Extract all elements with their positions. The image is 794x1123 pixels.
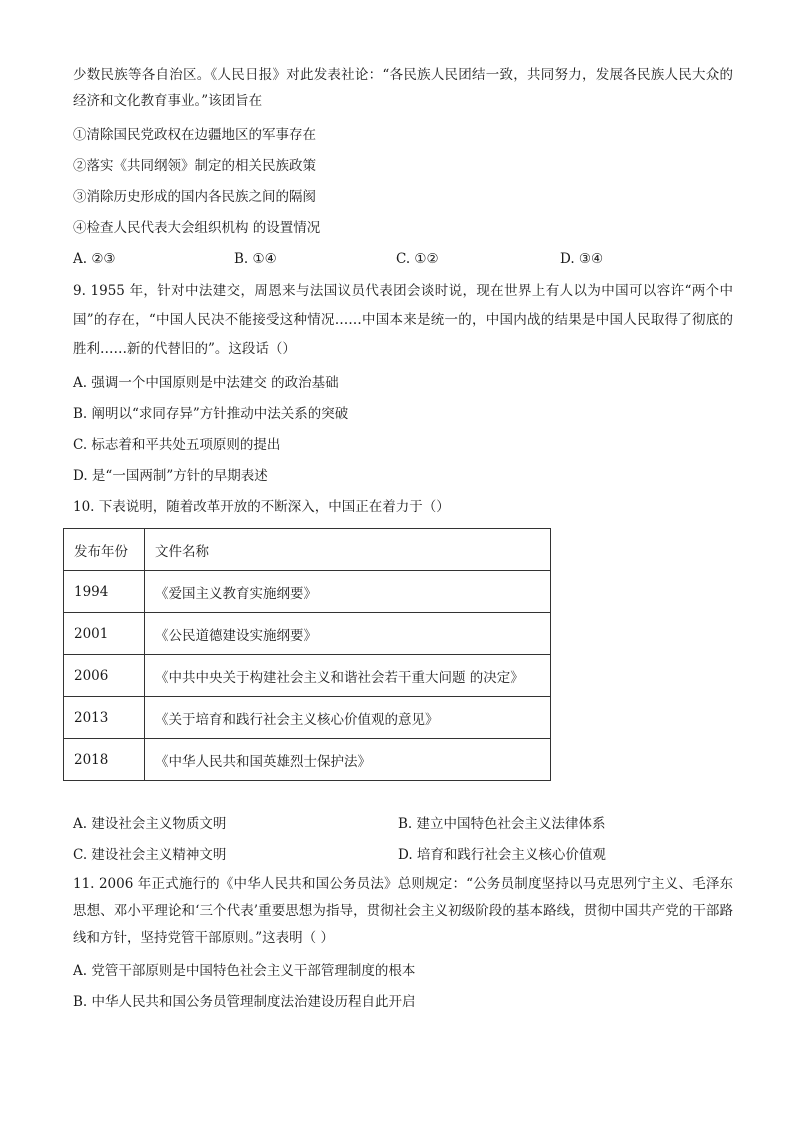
table-row	[64, 739, 551, 781]
q8-option-b: B. ①④	[234, 251, 277, 267]
table-cell-year: 2013	[64, 697, 145, 739]
table-cell-year: 2018	[64, 739, 145, 781]
table-cell-year: 1994	[64, 571, 145, 613]
q8-item-2: ②落实《共同纲领》制定的相关民族政策	[73, 158, 316, 174]
table-row	[64, 613, 551, 655]
q10-option-a: A. 建设社会主义物质文明	[73, 816, 227, 832]
q10-stem: 10. 下表说明，随着改革开放的不断深入，中国正在着力于（）	[73, 499, 450, 515]
q8-option-a: A. ②③	[73, 251, 116, 267]
table-cell-year: 2001	[64, 613, 145, 655]
q10-options-row-1	[73, 809, 733, 840]
q8-stem: 少数民族等各自治区。《人民日报》对此发表社论：“各民族人民团结一致，共同努力，发展各民族人民大众的经济和文化教育事业。”该团旨在	[73, 67, 733, 109]
q11-stem: 11. 2006 年正式施行的《中华人民共和国公务员法》总则规定：“公务员制度坚持以马克思列宁主义、毛泽东思想、邓小平理论和‘三个代表’重要思想为指导，贯彻社会主义初级阶段的基本路线，贯彻中国共产党的干部路线和方针，坚持党管干部原则。”这表明（ ）	[73, 876, 733, 946]
q10-option-b: B. 建立中国特色社会主义法律体系	[398, 816, 606, 832]
q11-option-b: B. 中华人民共和国公务员管理制度法治建设历程自此开启	[73, 994, 416, 1010]
q10-option-c: C. 建设社会主义精神文明	[73, 847, 227, 863]
q10-table	[63, 528, 551, 781]
table-header-year: 发布年份	[64, 529, 145, 571]
table-header-row	[64, 529, 551, 571]
q10-options-row-2	[73, 840, 733, 871]
table-cell-title: 《爱国主义教育实施纲要》	[145, 571, 551, 613]
table-row	[64, 571, 551, 613]
q8-options	[73, 244, 733, 275]
q8-item-1: ①清除国民党政权在边疆地区的军事存在	[73, 127, 316, 143]
table-row	[64, 697, 551, 739]
table-cell-year: 2006	[64, 655, 145, 697]
q8-item-3: ③消除历史形成的国内各民族之间的隔阂	[73, 189, 316, 205]
q9-option-a: A. 强调一个中国原则是中法建交 的政治基础	[73, 375, 339, 391]
exam-page	[73, 62, 733, 1018]
q9-option-d: D. 是“一国两制”方针的早期表述	[73, 468, 268, 484]
table-cell-title: 《关于培育和践行社会主义核心价值观的意见》	[145, 697, 551, 739]
q9-stem: 9. 1955 年，针对中法建交，周恩来与法国议员代表团会谈时说，现在世界上有人以为中国可以容许“两个中国”的存在，“中国人民决不能接受这种情况……中国本来是统一的，中国内战的结果是中国人民取得了彻底的胜利……新的代替旧的”。这段话（）	[73, 283, 733, 357]
table-header-title: 文件名称	[145, 529, 551, 571]
q8-item-4: ④检查人民代表大会组织机构 的设置情况	[73, 220, 321, 236]
q11-option-a: A. 党管干部原则是中国特色社会主义干部管理制度的根本	[73, 963, 416, 979]
table-row	[64, 655, 551, 697]
table-cell-title: 《中共中央关于构建社会主义和谐社会若干重大问题 的决定》	[145, 655, 551, 697]
q9-option-b: B. 阐明以“求同存异”方针推动中法关系的突破	[73, 406, 349, 422]
table-cell-title: 《中华人民共和国英雄烈士保护法》	[145, 739, 551, 781]
q8-option-d: D. ③④	[560, 251, 604, 267]
q8-option-c: C. ①②	[396, 251, 439, 267]
q10-option-d: D. 培育和践行社会主义核心价值观	[398, 847, 606, 863]
q9-option-c: C. 标志着和平共处五项原则的提出	[73, 437, 281, 453]
table-cell-title: 《公民道德建设实施纲要》	[145, 613, 551, 655]
